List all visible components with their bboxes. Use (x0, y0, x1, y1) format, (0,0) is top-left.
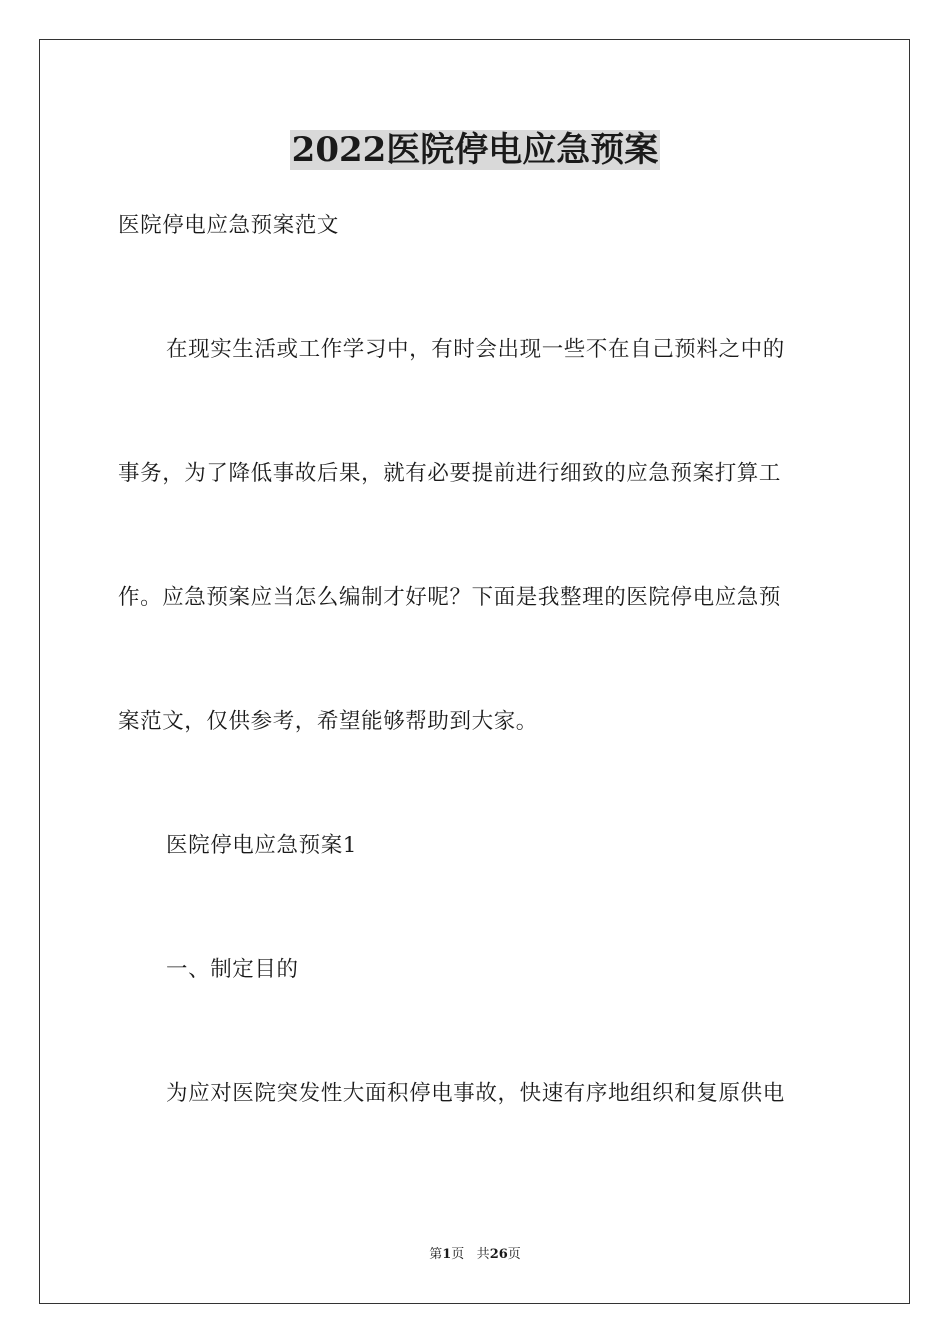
section-heading: 医院停电应急预案1 (166, 833, 358, 858)
document-title (0, 126, 950, 174)
page-footer (0, 1246, 950, 1264)
subsection-heading: 一、制定目的 (166, 957, 299, 982)
paragraph-line-3: 作。应急预案应当怎么编制才好呢？下面是我整理的医院停电应急预 (118, 585, 782, 610)
body-line: 为应对医院突发性大面积停电事故，快速有序地组织和复原供电 (166, 1081, 785, 1106)
paragraph-line-2: 事务，为了降低事故后果，就有必要提前进行细致的应急预案打算工 (118, 461, 782, 486)
page-suffix: 页 (451, 1247, 465, 1262)
page-number: 1 (442, 1247, 452, 1262)
total-suffix: 页 (507, 1247, 521, 1262)
paragraph-line-4: 案范文，仅供参考，希望能够帮助到大家。 (118, 709, 538, 734)
paragraph-line-1: 在现实生活或工作学习中，有时会出现一些不在自己预料之中的 (166, 337, 785, 362)
page-prefix: 第 (429, 1247, 443, 1262)
document-subtitle: 医院停电应急预案范文 (118, 213, 340, 238)
total-prefix: 共 (476, 1247, 490, 1262)
total-pages: 26 (489, 1247, 508, 1262)
document-title-text: 2022医院停电应急预案 (291, 130, 659, 170)
